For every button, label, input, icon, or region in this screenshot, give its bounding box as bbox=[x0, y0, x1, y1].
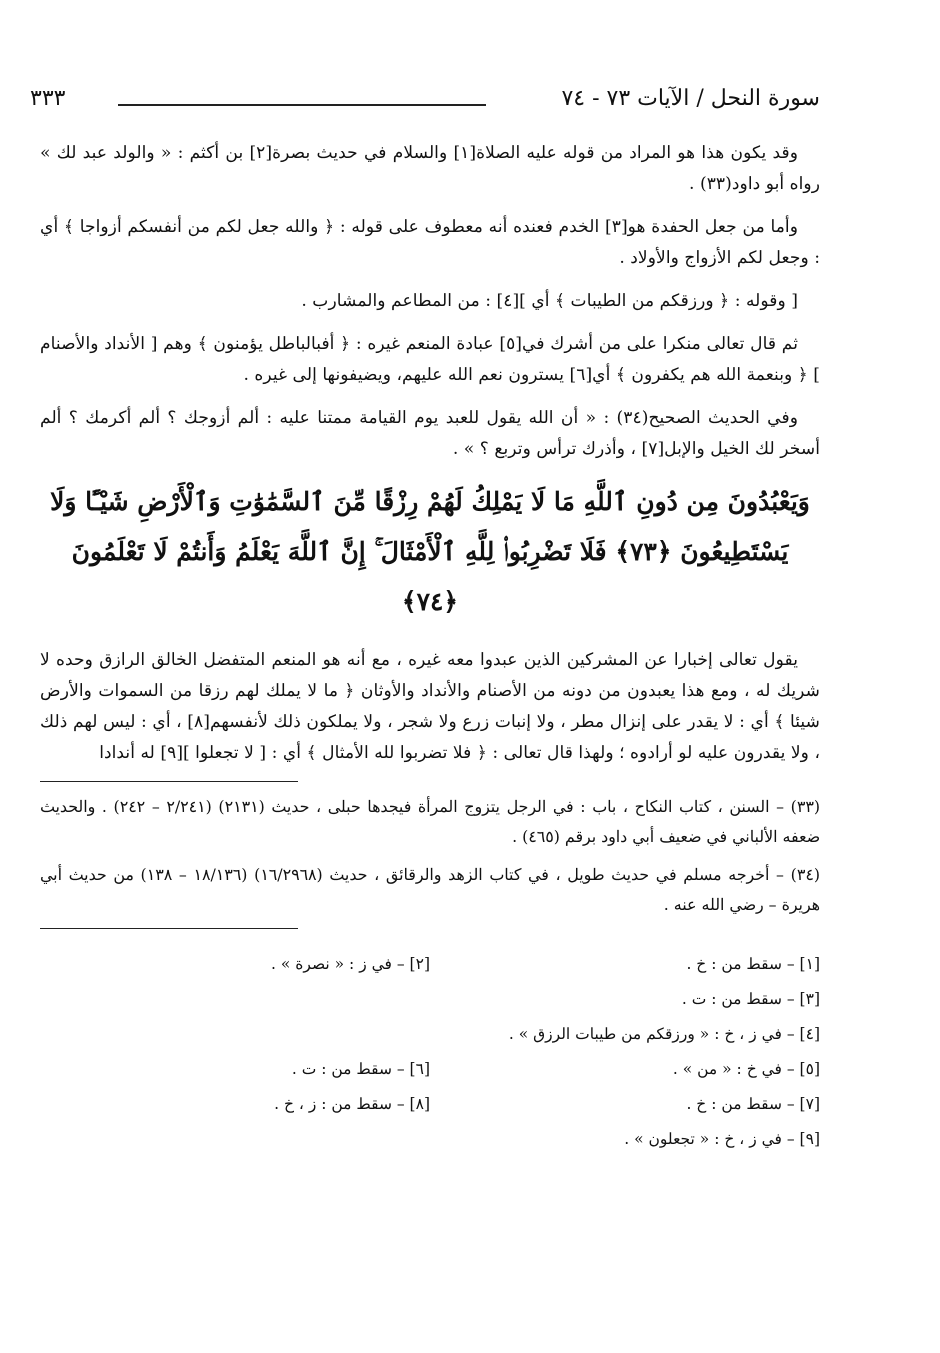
note-4: [٤] – في ز ، خ : « ورزقكم من طيبات الرزق » . bbox=[508, 1025, 820, 1043]
note-6: [٦] – سقط من : ت . bbox=[291, 1060, 430, 1078]
note-5: [٥] – في خ : « من » . bbox=[672, 1060, 820, 1078]
running-title: سورة النحل / الآيات ٧٣ - ٧٤ bbox=[561, 86, 820, 111]
note-1: [١] – سقط من : خ . bbox=[686, 955, 820, 973]
paragraph-sahih-hadith: وفي الحديث الصحيح(٣٤) : « أن الله يقول للعبد يوم القيامة ممتنا عليه : ألم أزوجك ؟ ألم أكرمك ؟ ألم أسخر لك الخيل والإبل[٧] ، وأذرك ترأس وتربع ؟ » . bbox=[40, 408, 820, 459]
footnote-rule-2 bbox=[40, 928, 298, 929]
note-8: [٨] – سقط من : ز ، خ . bbox=[274, 1095, 430, 1113]
note-7: [٧] – سقط من : خ . bbox=[686, 1095, 820, 1113]
page-header bbox=[30, 82, 820, 122]
footnote-rule bbox=[40, 781, 298, 782]
footnote-33: (٣٣) – السنن ، كتاب النكاح ، باب : في الرجل يتزوج المرأة فيجدها حبلى ، حديث (٢١٣١) (٢/٢٤١ – ٢٤٢) . والحديث ضعفه الألباني في ضعيف أبي داود برقم (٤٦٥) . bbox=[40, 797, 820, 846]
footnote-34: (٣٤) – أخرجه مسلم في حديث طويل ، في كتاب الزهد والرقائق ، حديث (١٦/٢٩٦٨) (١٨/١٣٦ – ١٣٨) من حديث أبي هريرة – رضي الله عنه . bbox=[40, 865, 820, 914]
page-body bbox=[40, 138, 820, 1157]
footnotes bbox=[40, 792, 820, 920]
paragraph-hafada: وأما من جعل الحفدة هو[٣] الخدم فعنده أنه معطوف على قوله : ﴿ والله جعل لكم من أنفسكم أزواجا ﴾ أي : وجعل لكم الأزواج والأولاد . bbox=[40, 217, 820, 268]
variant-notes bbox=[40, 947, 820, 1157]
quran-verse: وَيَعْبُدُونَ مِن دُونِ ٱللَّهِ مَا لَا يَمْلِكُ لَهُمْ رِزْقًا مِّنَ ٱلسَّمَٰوَٰتِ وَٱلْأَرْضِ شَيْـًٔا وَلَا يَسْتَطِيعُونَ ﴿٧٣﴾ فَلَا تَضْرِبُوا۟ لِلَّهِ ٱلْأَمْثَالَ ۚ إِنَّ ٱللَّهَ يَعْلَمُ وَأَنتُمْ لَا تَعْلَمُونَ ﴿٧٤﴾ bbox=[50, 487, 810, 616]
header-rule bbox=[118, 104, 486, 106]
note-2: [٢] – في ز : « نصرة » . bbox=[271, 955, 430, 973]
paragraph-hadith-basra: وقد يكون هذا هو المراد من قوله عليه الصلاة[١] والسلام في حديث بصرة[٢] بن أكثم : « والولد عبد لك » رواه أبو داود(٣٣) . bbox=[40, 143, 820, 194]
paragraph-rizq: [ وقوله : ﴿ ورزقكم من الطيبات ﴾ أي ][٤] : من المطاعم والمشارب . bbox=[301, 291, 798, 311]
note-9: [٩] – في ز ، خ : « تجعلون » . bbox=[624, 1130, 820, 1148]
note-3: [٣] – سقط من : ت . bbox=[681, 990, 820, 1008]
paragraph-shirk: ثم قال تعالى منكرا على من أشرك في[٥] عبادة المنعم غيره : ﴿ أفبالباطل يؤمنون ﴾ وهم [ الأنداد والأصنام ] ﴿ وبنعمة الله هم يكفرون ﴾ أي[٦] يسترون نعم الله عليهم، ويضيفونها إلى غيره . bbox=[40, 334, 820, 385]
page-number: ٣٣٣ bbox=[30, 86, 66, 111]
paragraph-tafsir: يقول تعالى إخبارا عن المشركين الذين عبدوا معه غيره ، مع أنه هو المنعم المتفضل الخالق الرازق وحده لا شريك له ، ومع هذا يعبدون من دونه من الأصنام والأنداد والأوثان ﴿ ما لا يملك لهم رزقا من السموات والأرض شيئا ﴾ أي : لا يقدر على إنزال مطر ، ولا إنبات زرع ولا شجر ، ولا يملكون ذلك لأنفسهم[٨] ، أي : ليس لهم ذلك ، ولا يقدرون عليه لو أرادوه ؛ ولهذا قال تعالى : ﴿ فلا تضربوا لله الأمثال ﴾ أي : [ لا تجعلوا ][٩] له أندادا bbox=[40, 650, 820, 763]
